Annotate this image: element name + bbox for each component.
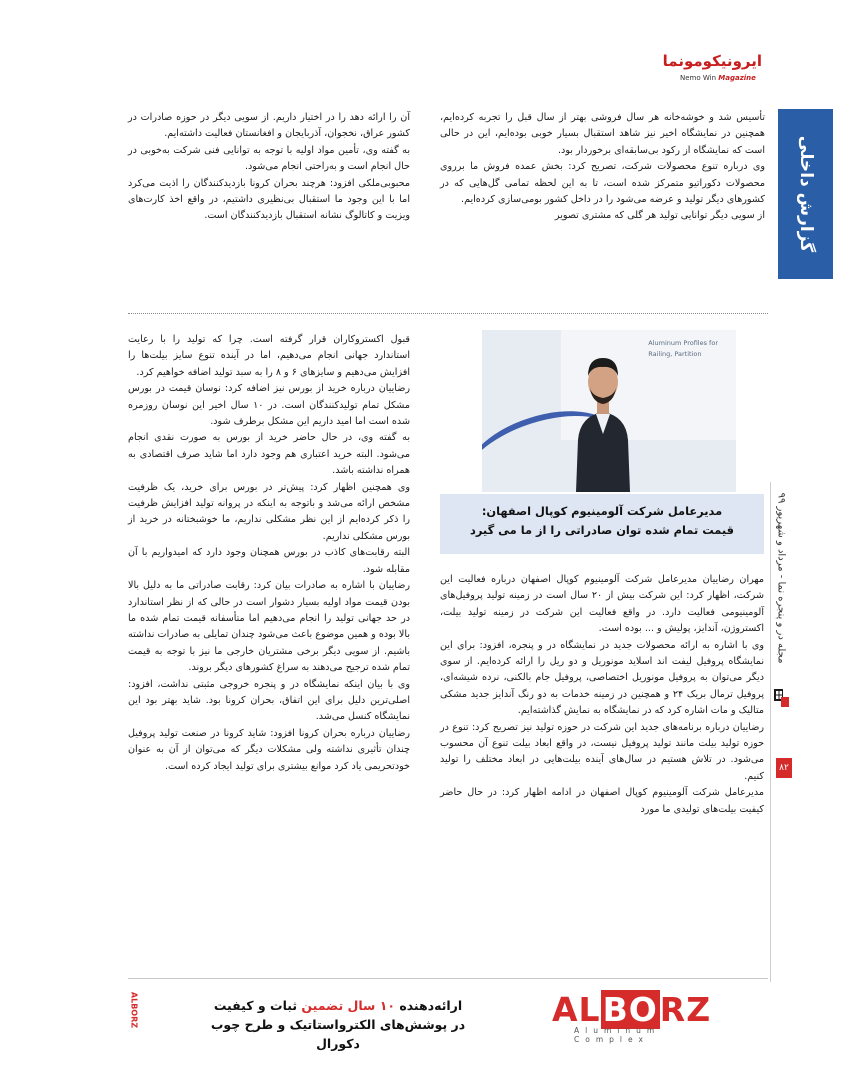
brand-part-bo: BO xyxy=(602,990,658,1029)
window-icon xyxy=(772,685,790,711)
footer-ad-text xyxy=(200,996,476,1053)
brand-part-rz: RZ xyxy=(659,990,712,1029)
ad-text-post: ثبات و کیفیت xyxy=(213,998,298,1013)
alborz-small-logo-text: ALBORZ xyxy=(129,991,139,1029)
footer-divider xyxy=(128,978,768,979)
paragraph: مهران رضاییان مدیرعامل شرکت آلومینیوم کوپال اصفهان درباره فعالیت این شرکت، اظهار کرد: این شرکت بیش از ۲۰ سال است در زمینه تولید پروفیل‌های آلومینیومی فعالیت دارد. در واقع فعالیت این شرکت در زمینه تولید بیلت، اکستروژن، آندایز، پولیش و ... بوده است. xyxy=(440,574,764,635)
paragraph: آن را ارائه دهد را در اختیار داریم. از سویی دیگر در حوزه صادرات در کشور عراق، نخجوان، آذربایجان و افغانستان فعالیت داشته‌ایم. xyxy=(128,112,410,140)
alborz-wordmark xyxy=(552,990,711,1029)
banner-text xyxy=(648,338,718,360)
paragraph: به گفته وی، تأمین مواد اولیه با توجه به توانایی فنی شرکت به‌خوبی در حال انجام است و به‌راحتی انجام می‌شود. xyxy=(128,144,410,173)
section-title: گزارش داخلی xyxy=(795,135,816,253)
paragraph: رضاییان درباره بحران کرونا افزود: شاید کرونا در صنعت تولید پروفیل چندان تأثیری نداشته ولی مشکلات دیگر که می‌توان از آن به عنوان خودتحریمی یاد کرد موانع بیشتری برای تولید ایجاد کرده است. xyxy=(128,727,410,772)
interview-photo xyxy=(482,330,736,492)
ad-text-highlight: ۱۰ سال تضمین xyxy=(301,998,395,1013)
paragraph: رضاییان درباره خرید از بورس نیز اضافه کرد: نوسان قیمت در بورس مشکل تمام تولیدکنندگان است. در ۱۰ سال اخیر این نوسان روزمره شده است اما امید داریم این مشکل برطرف شود. xyxy=(128,383,411,428)
paragraph: به گفته وی، در حال حاضر خرید از بورس به صورت نقدی انجام می‌شود. البته خرید اعتباری هم وجود دارد اما شاید صرف اقتصادی به همراه نداشته باشد. xyxy=(128,432,410,477)
article-column-bottom-right xyxy=(440,572,764,818)
magazine-logo-sub xyxy=(680,74,756,82)
caption-line-2: قیمت تمام شده توان صادراتی را از ما می گیرد xyxy=(469,523,734,537)
paragraph: مدیرعامل شرکت آلومینیوم کوپال اصفهان در ادامه اظهار کرد: در حال حاضر کیفیت بیلت‌های تولیدی ما مورد xyxy=(440,787,764,815)
photo-caption xyxy=(440,494,764,554)
paragraph: وی درباره تنوع محصولات شرکت، تصریح کرد: بخش عمده فروش ما برروی محصولات دکوراتیو متمرکز شده است، تا به این لحظه تمامی گل‌هایی که در کشورهای دیگر تولید و عرضه می‌شود را در داخل کشور بومی‌سازی کرده‌ایم. xyxy=(440,161,765,206)
section-divider xyxy=(128,313,768,314)
paragraph: محبوبی‌ملکی افزود: هرچند بحران کرونا بازدیدکنندگان را اذیت می‌کرد اما با این وجود ما استقبال بی‌نظیری داشتیم، در واقع اخذ کارت‌های ویزیت و کاتالوگ نشانه استقبال بازدیدکنندگان است. xyxy=(128,177,410,222)
brand-part-al: AL xyxy=(552,990,601,1029)
person-figure xyxy=(568,330,638,492)
paragraph: از سویی دیگر توانایی تولید هر گلی که مشتری تصویر xyxy=(554,210,765,222)
caption-line-1: مدیرعامل شرکت آلومینیوم کوپال اصفهان: xyxy=(481,504,723,518)
paragraph: قبول اکستروکاران قرار گرفته است. چرا که تولید را با رعایت استاندارد جهانی انجام می‌دهیم، اما در آینده تنوع سایز بیلت‌ها را افزایش می‌دهیم و سایزهای ۶ و ۸ را به سبد تولید اضافه خواهیم کرد. xyxy=(128,334,410,378)
article-column-top-left xyxy=(128,110,410,225)
paragraph: تأسیس شد و خوشه‌خانه هر سال فروشی بهتر از سال قبل را تجربه کرده‌ایم، همچنین در نمایشگاه اخیر نیز شاهد استقبال بسیار خوبی بوده‌ایم، این در حالی است که نمایشگاه از رکود بی‌سابقه‌ای برخوردار بود. xyxy=(440,112,765,156)
paragraph: وی همچنین اظهار کرد: پیش‌تر در بورس برای خرید، یک ظرفیت مشخص ارائه می‌شد و باتوجه به اینکه در پروانه تولید افزایش ظرفیت را ذکر کرده‌ایم از این نظر مشکلی نداریم، ما خوشبختانه در خرید از بورس مشکلی نداریم. xyxy=(128,481,410,542)
section-tab xyxy=(778,109,833,279)
footer-ad-line-2: در پوشش‌های الکترواستاتیک و طرح چوب دکورال xyxy=(210,1017,466,1051)
magazine-issue-text: مجله در و پنجره نما - مرداد و شهریور ۹۹ xyxy=(775,492,787,664)
paragraph: البته رقابت‌های کاذب در بورس همچنان وجود دارد که امیدواریم با آن مقابله شود. xyxy=(128,547,410,575)
paragraph: وی با اشاره به ارائه محصولات جدید در نمایشگاه در و پنجره، افزود: برای این نمایشگاه پروفیل لیفت اند اسلاید مونوریل و دو ریل را ارائه کرده‌ایم. از سوی دیگر می‌توان به پروفیل مونوریل اختصاصی، پروفیل جام بالکنی، نرده شیشه‌ای، پروفیل ترمال بریک ۲۴ و همچنین در زمینه خدمات به دو رنگ آندایز جدید مشکی متالیک و مات اشاره کرد که در نمایشگاه به نمایش گذاشته‌ایم. xyxy=(440,639,764,717)
article-column-top-right xyxy=(440,110,765,225)
banner-line-2: Railing, Partition xyxy=(648,350,702,358)
logo-sub-name: Nemo Win xyxy=(680,74,717,82)
footer-ad-line-1 xyxy=(200,996,476,1015)
logo-sub-magazine: Magazine xyxy=(718,74,756,82)
paragraph: رضاییان با اشاره به صادرات بیان کرد: رقابت صادراتی ما به دلیل بالا بودن قیمت مواد اولیه بسیار دشوار است در حالی که از نظر استاندارد در حد جهانی تولید را انجام می‌دهیم اما متأسفانه قیمت تمام شده ما بالا بوده و همین موضوع باعث می‌شود چندان تمایلی به صادرات نداشته باشیم. از سویی دیگر برخی مشتریان خارجی ما نیز با توجه به قیمت تمام شده ترجیح می‌دهند به سراغ کشورهای دیگر بروند. xyxy=(128,580,410,674)
ad-text-pre: ارائه‌دهنده xyxy=(399,998,463,1013)
paragraph: رضاییان درباره برنامه‌های جدید این شرکت در حوزه تولید نیز تصریح کرد: تنوع در حوزه تولید بیلت مانند تولید پروفیل نیست، در واقع ابعاد بیلت تنوع آن محسوب می‌شود. در تلاش هستیم در سال‌های آینده بیلت‌هایی در ابعاد مختلف را تولید کنیم. xyxy=(440,721,764,782)
alborz-subtitle: Aluminum Complex xyxy=(574,1026,661,1044)
magazine-issue-info xyxy=(770,488,792,668)
alborz-logo xyxy=(552,990,736,1044)
magazine-logo xyxy=(662,52,762,82)
paragraph: وی با بیان اینکه نمایشگاه در و پنجره خروجی مثبتی نداشت، افزود: اصلی‌ترین دلیل برای این اتفاق، بحران کرونا بود. شاید بهتر بود این نمایشگاه کنسل می‌شد. xyxy=(128,678,410,723)
alborz-small-logo xyxy=(127,990,141,1030)
article-column-mid-left xyxy=(128,332,410,775)
page-number: ۸۲ xyxy=(776,758,792,778)
magazine-logo-text: ایرونیکومونما xyxy=(662,52,762,70)
banner-line-1: Aluminum Profiles for xyxy=(648,339,718,347)
